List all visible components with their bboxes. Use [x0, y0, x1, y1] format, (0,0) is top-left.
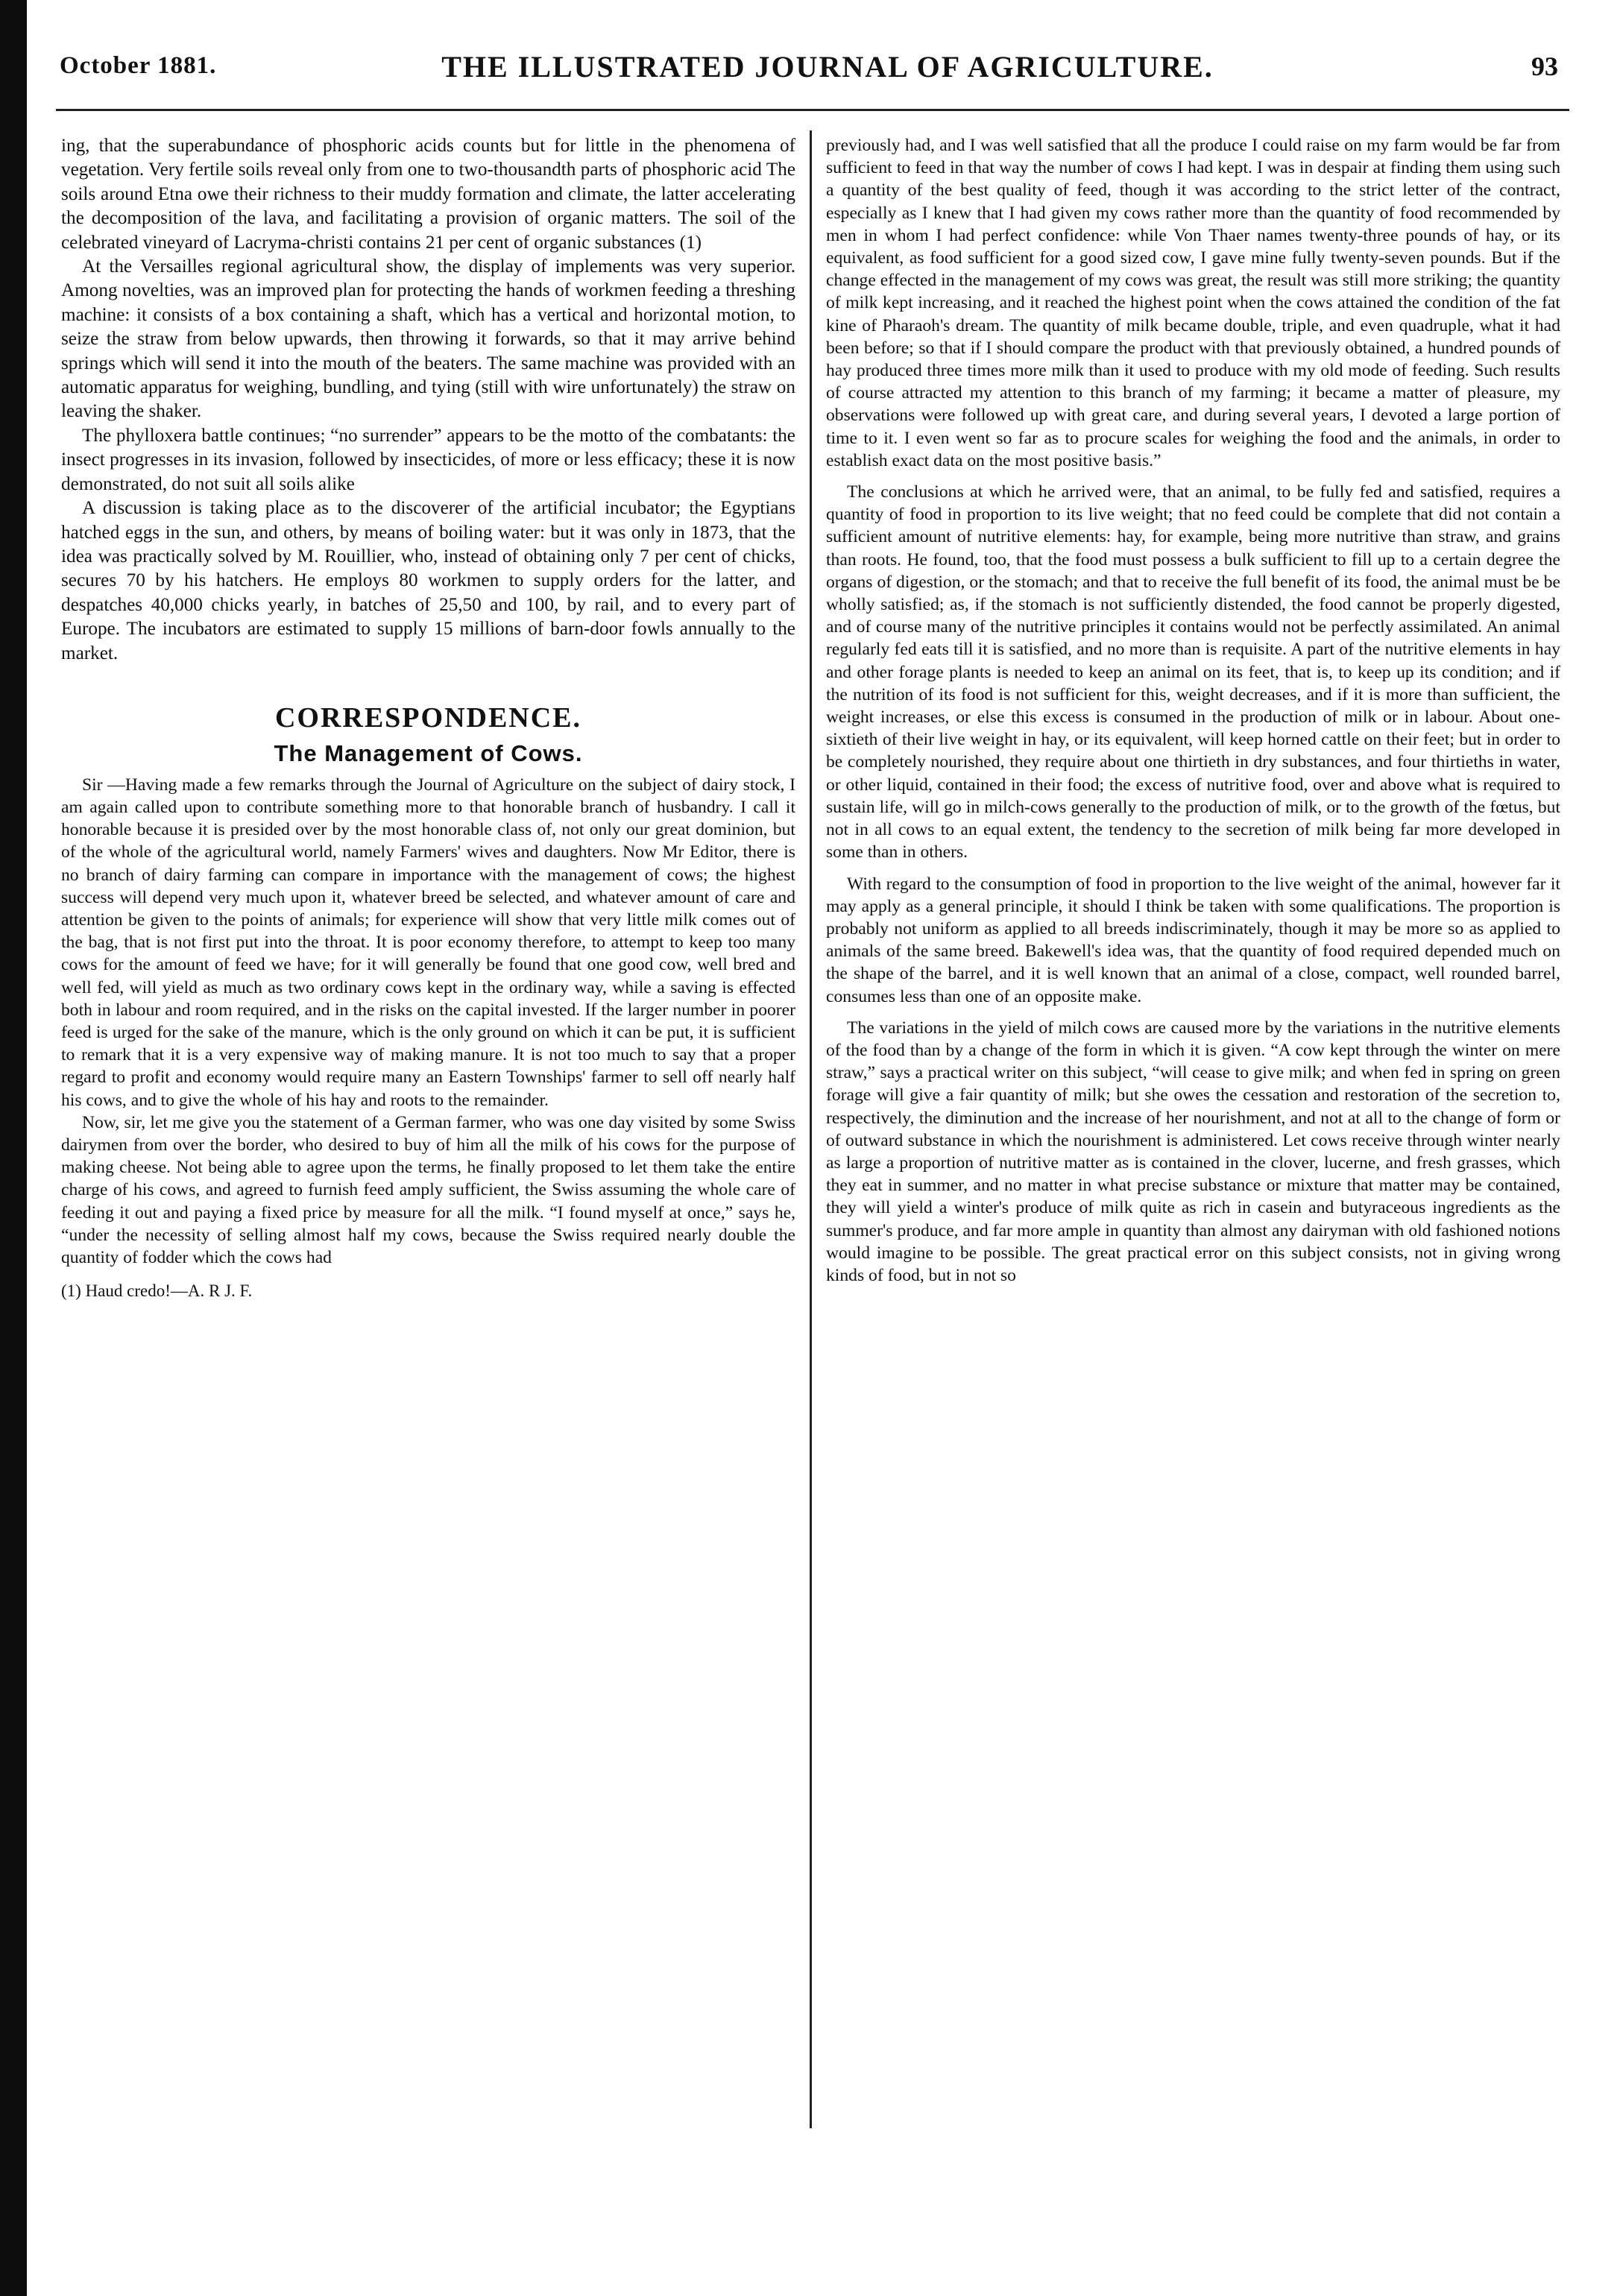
letter-paragraph-german-farmer: Now, sir, let me give you the statement of a German farmer, who was one day visited by some Swiss dairymen from over the border, who desired to buy of him all the milk of his cows for the purpose of making cheese. Not being able to agree upon the terms, he finally proposed to let them take the entire charge of his cows, and agreed to furnish feed amply sufficient, the Swiss assuming the whole care of feeding it out and paying a fixed price by measure for all the milk. “I found myself at once,” says he, “under the necessity of selling almost half my cows, because the Swiss required nearly double the quantity of fodder which the cows had [61, 1112, 795, 1268]
page-binding-edge [0, 0, 27, 2296]
paragraph-phylloxera: The phylloxera battle continues; “no surrender” appears to be the motto of the combatants: the insect progresses in its invasion, followed by insecticides, of more or less efficacy; these it is now demonstrated, do not suit all soils alike [61, 425, 795, 494]
footnote: (1) Haud credo!—A. R J. F. [61, 1281, 253, 1301]
page-header [45, 39, 1573, 92]
letter-body [61, 774, 795, 1269]
header-rule [56, 109, 1569, 111]
paragraph-live-weight: With regard to the consumption of food in proportion to the live weight of the animal, however far it may apply as a general principle, it should I think be taken with some qualifications. The proportion is probably not uniform as applied to all breeds indiscriminately, though it may be more so as applied to animals of the same breed. Bakewell's idea was, that the quantity of food required depended much on the shape of the barrel, and it is well known that an animal of a close, compact, well rounded barrel, consumes less than one of an opposite make. [826, 874, 1560, 1006]
paragraph-yield-variations: The variations in the yield of milch cows are caused more by the variations in the nutritive elements of the food than by a change of the form in which it is given. “A cow kept through the winter on mere straw,” says a practical writer on this subject, “will cease to give milk; and when fed in spring on green forage will give a fair quantity of milk; but she owes the cessation and restoration of the secretion to, respectively, the diminution and the increase of her nourishment, and not at all to the change of form or of outward substance in which the nourishment is administered. Let cows receive through winter nearly as large a proportion of nutritive matter as is contained in the clover, lucerne, and fresh grasses, which they eat in summer, and no matter in what precise substance or mixture that matter may be contained, they will yield a winter's produce of milk quite as rich in casein and butyraceous ingredients as the summer's produce, and far more ample in quantity than almost any dairyman with old fashioned notions would imagine to be possible. The great practical error on this subject consists, not in giving wrong kinds of food, but in not so [826, 1018, 1560, 1285]
section-title-correspondence: CORRESPONDENCE. [274, 701, 582, 734]
paragraph-versailles-show: At the Versailles regional agricultural show, the display of implements was very superior. Among novelties, was an improved plan for protecting the hands of workmen feeding a threshing machine: it consists of a box containing a shaft, which has a vertical and horizontal motion, to seize the straw from below upwards, then throwing it forwards, so that it may arrive behind springs which will send it into the mouth of the beaters. The same machine was provided with an automatic apparatus for weighing, bundling, and tying (still with wire unfortunately) the straw on leaving the shaker. [61, 256, 795, 422]
left-column [61, 134, 795, 1304]
letter-paragraph-intro: Sir —Having made a few remarks through the Journal of Agriculture on the subject of dairy stock, I am again called upon to contribute something more to that honorable branch of husbandry. I call it honorable because it is presided over by the most honorable class of, not only our great dominion, but of the whole of the agricultural world, namely Farmers' wives and daughters. Now Mr Editor, there is no branch of dairy farming can compare in importance with the management of cows; the highest success will depend very much upon it, whatever breed be selected, and whatever amount of care and attention be given to the points of animals; for experience will show that very little milk comes out of the bag, that is not first put into the throat. It is poor economy therefore, to attempt to keep too many cows for the amount of feed we have; for it will generally be found that one good cow, well bred and well fed, will yield as much as two ordinary cows kept in the ordinary way, while a saving is effected both in labour and room required, and in the risks on the capital invested. If the larger number in poorer feed is urged for the sake of the manure, which is the only ground on which it can be put, it is sufficient to remark that it is a very expensive way of making manure. It is not too much to say that a proper regard to profit and economy would require many an Eastern Townships' farmer to sell off nearly half his cows, and to give the whole of his hay and roots to the remainder. [61, 775, 795, 1110]
paragraph-phosphoric-acids: ing, that the superabundance of phosphoric acids counts but for little in the phenomena of vegetation. Very fertile soils reveal only from one to two-thousandth parts of phosphoric acid The soils around Etna owe their richness to their muddy formation and climate, the latter accelerating the decomposition of the lava, and facilitating a provision of organic matters. The soil of the celebrated vineyard of Lacryma-christi contains 21 per cent of organic substances (1) [61, 136, 795, 253]
column-divider [810, 130, 812, 2128]
paragraph-incubator: A discussion is taking place as to the discoverer of the artificial incubator; the Egyptians hatched eggs in the sun, and others, by means of boiling water: but it was only in 1873, that the idea was practically solved by M. Rouillier, who, instead of obtaining only 7 per cent of chicks, secures 70 by his hatchers. He employs 80 workmen to supply orders for the latter, and despatches 40,000 chicks yearly, in batches of 25,50 and 100, by rail, and to every part of Europe. The incubators are estimated to supply 15 millions of barn-door fowls annually to the market. [61, 498, 795, 663]
paragraph-farmer-statement-continued: previously had, and I was well satisfied that all the produce I could raise on my farm would be far from sufficient to feed in that way the number of cows I had kept. I was in despair at finding them using such a quantity of the best quality of feed, though it was according to the strict letter of the contract, especially as I knew that I had given my cows rather more than the quantity of food recommended by men in whom I had perfect confidence: while Von Thaer names twenty-three pounds of hay, or its equivalent, as food sufficient for a good sized cow, I gave mine fully twenty-seven pounds. But if the change effected in the management of my cows was great, the result was still more striking; the quantity of milk kept increasing, and it reached the highest point when the cows attained the condition of the fat kine of Pharaoh's dream. The quantity of milk became double, triple, and even quadruple, what it had been before; so that if I should compare the product with that previously obtained, a hundred pounds of hay produced three times more milk than it used to produce with my old mode of feeding. Such results of course attracted my attention to this branch of my farming; it became a matter of pleasure, my observations were followed up with great care, and during several years, I devoted a large portion of time to it. I even went so far as to procure scales for weighing the food and the animals, in order to establish exact data on the most positive basis.” [826, 136, 1560, 470]
journal-title: THE ILLUSTRATED JOURNAL OF AGRICULTURE. [441, 50, 1214, 83]
page-number: 93 [1531, 51, 1558, 81]
article-title-management-of-cows: The Management of Cows. [274, 740, 583, 767]
header-date: October 1881. [60, 52, 217, 79]
right-column [826, 134, 1560, 1287]
paragraph-conclusions: The conclusions at which he arrived were, that an animal, to be fully fed and satisfied, requires a quantity of food in proportion to its live weight; that no feed could be complete that did not contain a sufficient amount of nutritive elements: hay, for example, being more nutritive than straw, and grains than roots. He found, too, that the food must possess a bulk sufficient to fill up to a certain degree the organs of digestion, or the stomach; and that to receive the full benefit of its food, the animal must be be wholly satisfied; as, if the stomach is not sufficiently distended, the food cannot be properly digested, and of course many of the nutritive principles it contains would not be perfectly assimilated. An animal regularly fed eats till it is satisfied, and no more than is requisite. A part of the nutritive elements in hay and other forage plants is needed to keep an animal on its feet, that is, to keep up its condition; and if the nutrition of its food is not sufficient for this, weight decreases, and if it is more than sufficient, the weight increases, or else this excess is consumed in the production of milk or in labour. About one-sixtieth of their live weight in hay, or its equivalent, will keep horned cattle on their feet; but in order to be completely nourished, they require about one thirtieth in dry substances, and four thirtieths in water, or other liquid, contained in their food; the excess of nutritive food, over and above what is required to sustain life, will go in milch-cows generally to the production of milk, or to the growth of the fœtus, but not in all cows to an equal extent, the tendency to the secretion of milk being far more developed in some than in others. [826, 482, 1560, 862]
